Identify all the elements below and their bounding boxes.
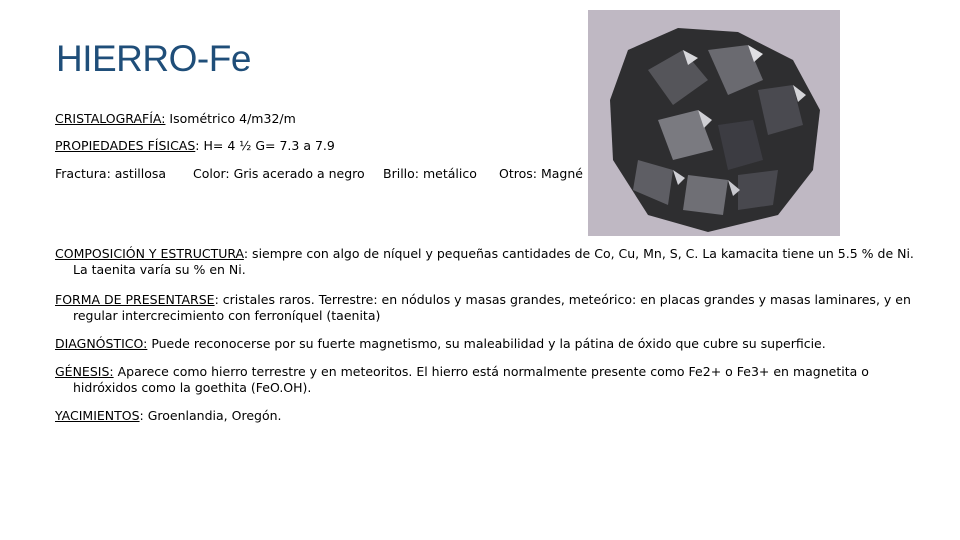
physical-properties-label: PROPIEDADES FÍSICAS — [55, 138, 196, 153]
fracture-text: Fractura: astillosa — [55, 166, 167, 181]
deposits-text: : Groenlandia, Oregón. — [139, 408, 282, 423]
diagnosis-label: DIAGNÓSTICO: — [55, 336, 148, 351]
diagnosis-text: Puede reconocerse por su fuerte magnetismo, su maleabilidad y la pátina de óxido que cubre su superficie. — [147, 336, 826, 351]
physical-properties-value: : H= 4 ½ G= 7.3 a 7.9 — [195, 138, 335, 153]
crystallography-value: Isométrico 4/m32/m — [165, 111, 296, 126]
diagnosis-paragraph — [55, 336, 925, 352]
crystallography-line — [55, 111, 296, 126]
genesis-text: Aparece como hierro terrestre y en meteoritos. El hierro está normalmente presente como Fe2+ o Fe3+ en magnetita o hidróxidos como la goethita (FeO.OH). — [73, 364, 869, 395]
form-paragraph — [55, 292, 925, 324]
color-text: Color: Gris acerado a negro — [193, 166, 365, 181]
composition-label: COMPOSICIÓN Y ESTRUCTURA — [55, 246, 244, 261]
genesis-paragraph — [55, 364, 925, 396]
composition-paragraph — [55, 246, 925, 278]
form-label: FORMA DE PRESENTARSE — [55, 292, 215, 307]
physical-properties-line — [55, 138, 335, 153]
page-title: HIERRO-Fe — [56, 38, 251, 79]
iron-mineral-photo — [588, 10, 840, 236]
luster-text: Brillo: metálico — [383, 166, 477, 181]
crystallography-label: CRISTALOGRAFÍA: — [55, 111, 166, 126]
genesis-label: GÉNESIS: — [55, 364, 114, 379]
deposits-label: YACIMIENTOS — [55, 408, 140, 423]
composition-text: : siempre con algo de níquel y pequeñas cantidades de Co, Cu, Mn, S, C. La kamacita tiene un 5.5 % de Ni. La taenita varía su % en Ni. — [73, 246, 914, 277]
other-text: Otros: Magné — [499, 166, 583, 181]
form-text: : cristales raros. Terrestre: en nódulos y masas grandes, meteórico: en placas grandes y masas laminares, y en regular intercrecimiento con ferroníquel (taenita) — [73, 292, 911, 323]
deposits-paragraph — [55, 408, 925, 424]
mineral-specimen-image — [588, 10, 840, 236]
